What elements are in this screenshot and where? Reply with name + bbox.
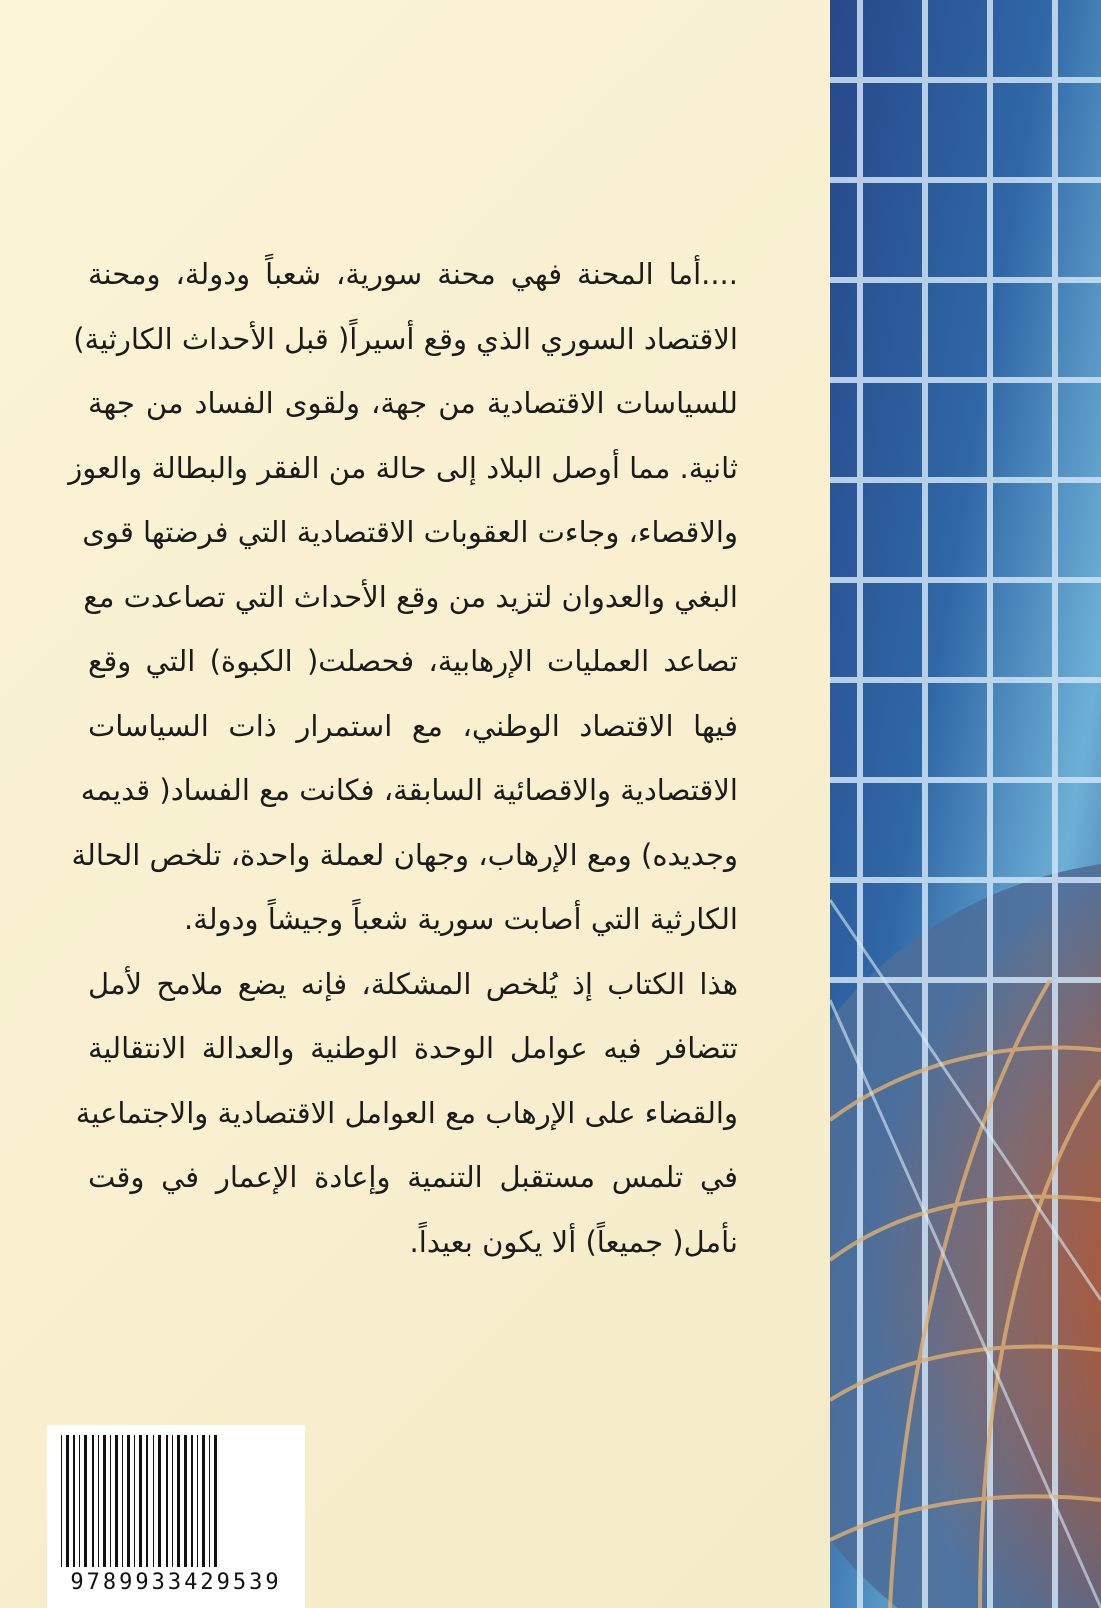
blurb-line: الاقتصادية والاقصائية السابقة، فكانت مع الفساد( قديمه	[80, 773, 738, 807]
blurb-line: الاقتصاد السوري الذي وقع أسيراً( قبل الأحداث الكارثية)	[73, 321, 738, 356]
barcode-bar	[214, 1435, 217, 1567]
blurb-line: البغي والعدوان لتزيد من وقع الأحداث التي تصاعدت مع	[83, 579, 738, 614]
blurb-line: في تلمس مستقبل التنمية وإعادة الإعمار في وقت	[88, 1160, 738, 1194]
barcode-bar	[158, 1435, 161, 1567]
barcode-bar	[115, 1435, 118, 1567]
barcode	[47, 1425, 305, 1608]
barcode-bar	[73, 1435, 75, 1567]
barcode-bars	[57, 1435, 295, 1567]
blurb-line: ....أما المحنة فهي محنة سورية، شعباً ودولة، ومحنة	[88, 257, 738, 291]
barcode-bar	[110, 1435, 111, 1567]
blurb-line: نأمل( جميعاً) ألا يكون بعيداً.	[409, 1224, 738, 1259]
barcode-bar	[61, 1435, 62, 1567]
barcode-bar	[134, 1435, 135, 1567]
barcode-bar	[79, 1435, 80, 1567]
barcode-bar	[166, 1435, 168, 1567]
blurb-line: ثانية. مما أوصل البلاد إلى حالة من الفقر والبطالة والعوز	[68, 450, 738, 485]
barcode-bar	[184, 1435, 187, 1567]
barcode-bar	[139, 1435, 142, 1567]
blurb-line: وجديده) ومع الإرهاب، وجهان لعملة واحدة، تلخص الحالة	[71, 837, 738, 872]
barcode-bar	[209, 1435, 210, 1567]
barcode-bar	[172, 1435, 173, 1567]
blurb-line: والقضاء على الإرهاب مع العوامل الاقتصادية والاجتماعية	[75, 1095, 738, 1130]
blurb-line: الكارثية التي أصابت سورية شعباً وجيشاً ودولة.	[183, 902, 738, 936]
barcode-bar	[122, 1435, 123, 1567]
blurb-line: فيها الاقتصاد الوطني، مع استمرار ذات السياسات	[88, 708, 738, 743]
barcode-bar	[66, 1435, 69, 1567]
barcode-bar	[191, 1435, 193, 1567]
barcode-bar	[197, 1435, 198, 1567]
blurb-line: هذا الكتاب إذ يُلخص المشكلة، فإنه يضع ملامح لأمل	[88, 966, 738, 1001]
barcode-bar	[98, 1435, 99, 1567]
barcode-bar	[146, 1435, 148, 1567]
blurb-line: تتضافر فيه عوامل الوحدة الوطنية والعدالة الانتقالية	[88, 1031, 738, 1065]
barcode-bar	[103, 1435, 106, 1567]
barcode-bar	[92, 1435, 94, 1567]
barcode-bar	[153, 1435, 154, 1567]
barcode-bar	[177, 1435, 180, 1567]
blurb-line: تصاعد العمليات الإرهابية، فحصلت( الكبوة) التي وقع	[88, 644, 738, 678]
isbn-number: 9789933429539	[70, 1570, 282, 1595]
blurb-line: والاقصاء، وجاءت العقوبات الاقتصادية التي فرضتها قوى	[82, 515, 738, 549]
globe-grid-graphic	[830, 0, 1101, 1608]
barcode-bar	[202, 1435, 205, 1567]
blurb-line: للسياسات الاقتصادية من جهة، ولقوى الفساد من جهة	[88, 386, 738, 420]
barcode-bar	[127, 1435, 130, 1567]
barcode-bar	[84, 1435, 87, 1567]
blurb-text	[68, 242, 738, 1274]
